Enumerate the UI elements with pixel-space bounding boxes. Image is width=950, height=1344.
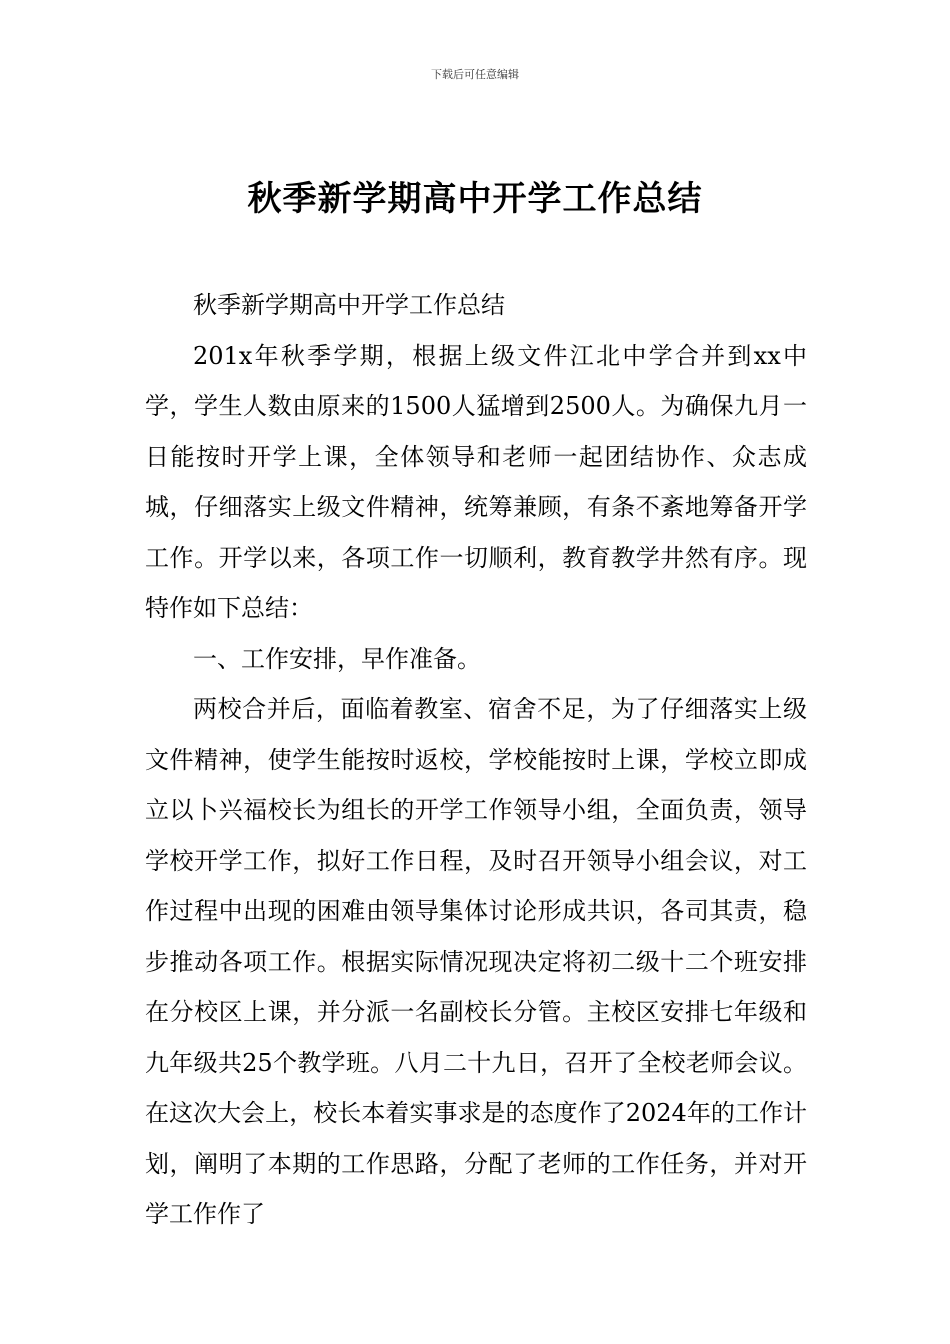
- document-title: 秋季新学期高中开学工作总结: [247, 179, 703, 219]
- paragraph-section-one: 两校合并后，面临着教室、宿舍不足，为了仔细落实上级文件精神，使学生能按时返校，学校能按时上课，学校立即成立以卜兴福校长为组长的开学工作领导小组，全面负责，领导学校开学工作，拟好工作日程，及时召开领导小组会议，对工作过程中出现的困难由领导集体讨论形成共识，各司其责，稳步推动各项工作。根据实际情况现决定将初二级十二个班安排在分校区上课，并分派一名副校长分管。主校区安排七年级和九年级共25个教学班。八月二十九日，召开了全校老师会议。在这次大会上，校长本着实事求是的态度作了2024年的工作计划，阐明了本期的工作思路，分配了老师的工作任务，并对开学工作作了: [145, 695, 807, 1228]
- section-heading: 一、工作安排，早作准备。: [193, 644, 481, 673]
- header-note: 下载后可任意编辑: [431, 68, 519, 81]
- paragraph-subtitle: 秋季新学期高中开学工作总结: [193, 291, 505, 319]
- paragraph-intro: 201x年秋季学期，根据上级文件江北中学合并到xx中学，学生人数由原来的1500人猛增到2500人。为确保九月一日能按时开学上课，全体领导和老师一起团结协作、众志成城，仔细落实上级文件精神，统筹兼顾，有条不紊地筹备开学工作。开学以来，各项工作一切顺利，教育教学井然有序。现特作如下总结：: [145, 341, 807, 622]
- document-body: [145, 280, 807, 1240]
